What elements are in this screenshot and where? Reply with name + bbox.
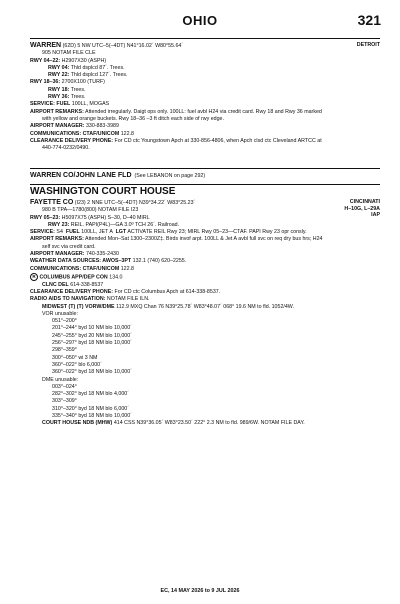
fayette-remarks-2: self svc via credit card. (42, 243, 96, 250)
fayette-chart-2: H–10G, L–29A (344, 205, 380, 212)
vor-unusable-item: 360°–022° byd 18 NM blo 10,000´ (52, 369, 132, 376)
vor-unusable-item: 298°–359° (52, 347, 77, 354)
fayette-ndb: COURT HOUSE NDB (MHW) 414 CSS N39°36.05´ W83°23.50´ 222° 2.3 NM to fld. 989/6W. NOTAM FILE DAY. (42, 420, 305, 427)
dme-unusable-heading: DME unusable: (42, 376, 79, 383)
warren-john-lane-name: WARREN CO/JOHN LANE FLD (30, 172, 132, 179)
vor-unusable-item: 300°–050° wi 3 NM (52, 354, 98, 361)
dme-unusable-item: 303°–309° (52, 398, 77, 405)
fayette-rwy1: RWY 05–23: H5097X75 (ASPH) S–30, D–40 MIRL (30, 214, 150, 221)
warren-manager: AIRPORT MANAGER: 330-883-3989 (30, 123, 119, 130)
fayette-weather: WEATHER DATA SOURCES: AWOS–3PT 132.1 (740) 620–2255. (30, 258, 187, 265)
fayette-clnc: CLNC DEL 614-338-8537 (42, 281, 104, 288)
warren-line2: 905 NOTAM FILE CLE (42, 50, 96, 57)
warren-rwy18: RWY 18: Trees. (48, 86, 86, 93)
warren-john-lane-entry (30, 172, 380, 180)
warren-rwy22: RWY 22: Thld dsplcd 127´. Trees. (48, 72, 128, 79)
warren-remarks: AIRPORT REMARKS: Attended irregularly. Daigt ops only. 100LL: fuel avbl H24 via credit card. Rwy 18 and Rwy 36 marked (30, 108, 322, 115)
fayette-line2: 980 B TPA—1780(800) NOTAM FILE I23 (42, 207, 139, 214)
dme-unusable-item: 310°–320° byd 18 NM blo 6,000´ (52, 405, 129, 412)
fayette-remarks: AIRPORT REMARKS: Attended Mon–Sat 1300–2300Z‡. Birds invof arpt. 100LL & Jet A avbl full svc on req dry bus hrs; H24 (30, 236, 323, 243)
warren-loc: (62D) 5 NW UTC–5(–4DT) N41°16.02´ W80°55.64´ (62, 43, 184, 49)
fayette-comms: COMMUNICATIONS: CTAF/UNICOM 122.8 (30, 265, 134, 272)
fayette-service: SERVICE: S4 FUEL 100LL, JET A LGT ACTIVATE REIL Rwy 23; MIRL Rwy 05–23—CTAF. PAPI Rwy 23 opr consly. (30, 229, 307, 236)
warren-service: SERVICE: FUEL 100LL, MOGAS (30, 101, 110, 108)
vor-unusable-item: 256°–297° byd 18 NM blo 10,000´ (52, 340, 132, 347)
city-heading: WASHINGTON COURT HOUSE (30, 186, 176, 197)
fayette-line1: FAYETTE CO (I23) 2 NNE UTC–5(–4DT) N39°34.22´ W83°25.23´ (30, 199, 196, 206)
dme-unusable-item: 282°–302° byd 18 NM blo 4,000´ (52, 391, 129, 398)
fayette-vortac: MIDWEST (T) (T) VORW/DME 112.9 MXQ Chan 76 N39°25.78´ W83°48.07´ 068° 19.6 NM to fld. 1052/4W. (42, 303, 294, 310)
warren-name: WARREN (30, 42, 62, 49)
vor-unusable-heading: VOR unusable: (42, 310, 78, 317)
fayette-clearance: CLEARANCE DELIVERY PHONE: For CD ctc Columbus Apch at 614-338-8537. (30, 288, 221, 295)
fayette-rwy23: RWY 23: REIL. PAPI(P4L)—GA 3.0º TCH 26´. Railroad. (48, 221, 180, 228)
warren-rwy04: RWY 04: Thld dsplcd 87´. Trees. (48, 64, 125, 71)
warren-john-lane-see: (See LEBANON on page 292) (134, 173, 206, 179)
state-title: OHIO (182, 13, 218, 28)
warren-chart: DETROIT (356, 42, 380, 48)
dme-unusable-item: 335°–340° byd 18 NM blo 10,000´ (52, 413, 132, 420)
fayette-entry (30, 199, 380, 428)
fayette-manager: AIRPORT MANAGER: 740-335-2430 (30, 251, 119, 258)
dme-unusable-item: 003°–024° (52, 383, 77, 390)
fayette-radio: RADIO AIDS TO NAVIGATION: NOTAM FILE ILN. (30, 296, 150, 303)
fayette-app: R COLUMBUS APP/DEP CON 134.0 (30, 273, 380, 282)
warren-comms: COMMUNICATIONS: CTAF/UNICOM 122.8 (30, 130, 134, 137)
warren-entry (30, 42, 380, 152)
vor-unusable-item: 245°–255° byd 20 NM blo 10,000´ (52, 332, 132, 339)
warren-line1 (30, 42, 380, 50)
page-header (0, 0, 400, 34)
warren-clearance-2: 440-774-0232/0490. (42, 145, 90, 152)
vor-unusable-item: 360°–022° blo 6,000´ (52, 361, 102, 368)
header-rule (30, 38, 380, 39)
fayette-chart-1: CINCINNATI (349, 199, 380, 205)
divider-2 (30, 184, 380, 185)
fayette-name: FAYETTE CO (30, 199, 74, 206)
warren-clearance: CLEARANCE DELIVERY PHONE: For CD ctc Youngstown Apch at 330-856-4806, when Apch clsd ctc Cleveland ARTCC at (30, 137, 322, 144)
vor-unusable-item: 201°–244° byd 10 NM blo 10,000´ (52, 325, 132, 332)
divider-1 (30, 168, 380, 169)
vor-unusable-item: 051°–200° (52, 318, 77, 325)
warren-rwy2: RWY 18–36: 2700X100 (TURF) (30, 79, 105, 86)
fayette-chart-3: IAP (371, 212, 380, 219)
radar-r-icon: R (30, 273, 38, 281)
warren-remarks-2: with yellow and orange buckets. Rwy 18–36 –3 ft ditch each side of rwy edge. (42, 115, 224, 122)
page-number: 321 (357, 12, 381, 28)
page-footer: EC, 14 MAY 2026 to 9 JUL 2026 (160, 588, 240, 594)
warren-rwy1: RWY 04–22: H2907X30 (ASPH) (30, 57, 107, 64)
warren-rwy36: RWY 36: Trees. (48, 94, 86, 101)
